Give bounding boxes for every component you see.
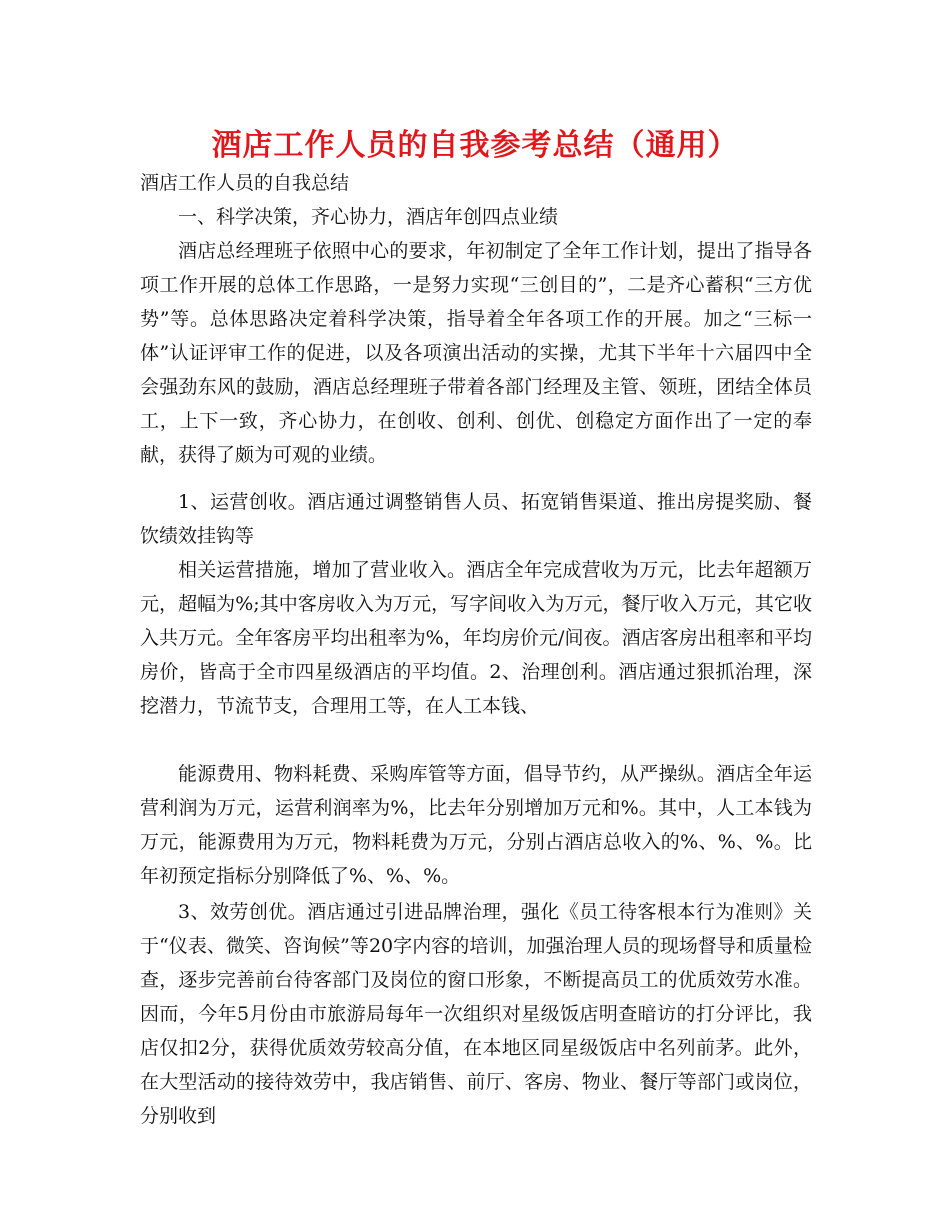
paragraph: 3、效劳创优。酒店通过引进品牌治理，强化《员工待客根本行为准则》关于“仪表、微笑、咨询候”等20字内容的培训，加强治理人员的现场督导和质量检查，逐步完善前台待客部门及岗位的窗口形象，不断提高员工的优质效劳水准。因而，今年5月份由市旅游局每年一次组织对星级饭店明查暗访的打分评比，我店仅扣2分，获得优质效劳较高分值，在本地区同星级饭店中名列前茅。此外，在大型活动的接待效劳中，我店销售、前厅、客房、物业、餐厅等部门或岗位，分别收到 bbox=[140, 901, 812, 1127]
document-subtitle: 酒店工作人员的自我总结 bbox=[140, 172, 350, 194]
paragraph: 相关运营措施，增加了营业收入。酒店全年完成营收为万元，比去年超额万元，超幅为%;其中客房收入为万元，写字间收入为万元，餐厅收入万元，其它收入共万元。全年客房平均出租率为%，年均房价元/间夜。酒店客房出租率和平均房价，皆高于全市四星级酒店的平均值。2、治理创利。酒店通过狠抓治理，深挖潜力，节流节支，合理用工等，在人工本钱、 bbox=[140, 559, 812, 717]
paragraph: 酒店总经理班子依照中心的要求，年初制定了全年工作计划，提出了指导各项工作开展的总体工作思路，一是努力实现“三创目的”，二是齐心蓄积“三方优势”等。总体思路决定着科学决策，指导着全年各项工作的开展。加之“三标一体”认证评审工作的促进，以及各项演出活动的实操，尤其下半年十六届四中全会强劲东风的鼓励，酒店总经理班子带着各部门经理及主管、领班，团结全体员工，上下一致，齐心协力，在创收、创利、创优、创稳定方面作出了一定的奉献，获得了颇为可观的业绩。 bbox=[140, 240, 812, 466]
paragraph: 能源费用、物料耗费、采购库管等方面，倡导节约，从严操纵。酒店全年运营利润为万元，运营利润率为%，比去年分别增加万元和%。其中，人工本钱为万元，能源费用为万元，物料耗费为万元，分别占酒店总收入的%、%、%。比年初预定指标分别降低了%、%、%。 bbox=[140, 763, 812, 887]
paragraph: 1、运营创收。酒店通过调整销售人员、拓宽销售渠道、推出房提奖励、餐饮绩效挂钩等 bbox=[140, 491, 812, 547]
section-heading: 一、科学决策，齐心协力，酒店年创四点业绩 bbox=[178, 206, 559, 228]
document-title: 酒店工作人员的自我参考总结（通用） bbox=[211, 128, 739, 163]
